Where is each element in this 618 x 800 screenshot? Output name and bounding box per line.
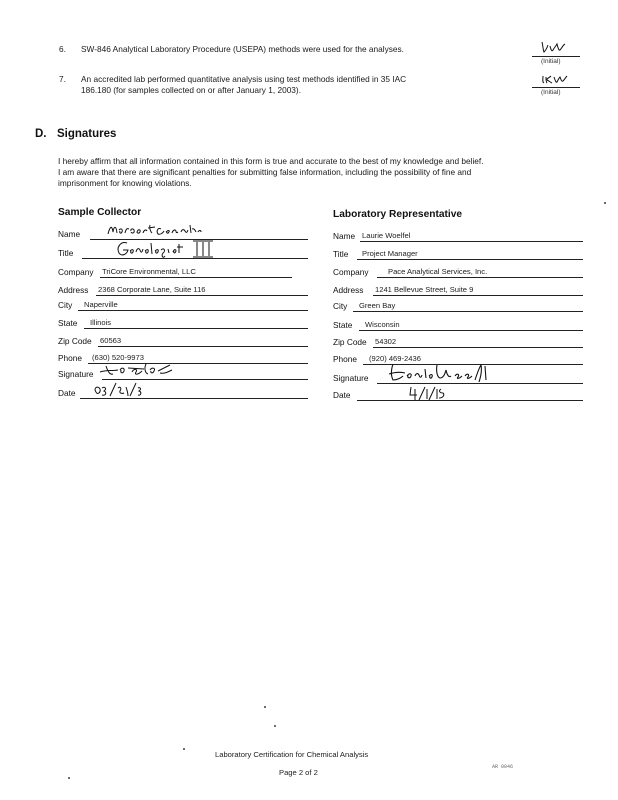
collector-heading: Sample Collector bbox=[58, 207, 142, 218]
lab-title-label: Title bbox=[333, 249, 349, 259]
item-6-number: 6. bbox=[59, 44, 66, 54]
lab-title-value: Project Manager bbox=[362, 249, 418, 258]
affirmation-line-2: I am aware that there are significant penalties for submitting false information, including the possibility of fine and bbox=[58, 167, 472, 177]
collector-zip-label: Zip Code bbox=[58, 336, 92, 346]
lab-phone-value: (920) 469-2436 bbox=[369, 354, 421, 363]
lab-signature-row bbox=[333, 370, 583, 384]
collector-address-value: 2368 Corporate Lane, Suite 116 bbox=[98, 285, 206, 294]
collector-phone-value: (630) 520-9973 bbox=[92, 353, 144, 362]
lab-heading: Laboratory Representative bbox=[333, 209, 463, 220]
lab-company-value: Pace Analytical Services, Inc. bbox=[388, 267, 488, 276]
item-6-initial-line bbox=[532, 56, 580, 57]
collector-state-line bbox=[84, 328, 308, 329]
footer-stamp: AR 0046 bbox=[492, 764, 514, 770]
collector-company-value: TriCore Environmental, LLC bbox=[102, 267, 196, 276]
item-7-initial-line bbox=[532, 87, 580, 88]
lab-state-row bbox=[333, 317, 583, 331]
collector-state-value: Illinois bbox=[90, 318, 112, 327]
collector-city-label: City bbox=[58, 300, 73, 310]
lab-company-label: Company bbox=[333, 267, 369, 277]
lab-name-row bbox=[333, 228, 583, 242]
lab-state-value: Wisconsin bbox=[365, 320, 400, 329]
section-letter: D. bbox=[35, 128, 47, 140]
collector-company-row bbox=[58, 264, 308, 278]
collector-date-row bbox=[58, 385, 308, 399]
lab-company-line bbox=[377, 277, 583, 278]
lab-address-label: Address bbox=[333, 285, 364, 295]
scan-speck bbox=[274, 725, 276, 727]
collector-title-row bbox=[58, 245, 308, 259]
lab-state-label: State bbox=[333, 320, 353, 330]
lab-phone-label: Phone bbox=[333, 354, 357, 364]
lab-date-handwriting-svg bbox=[407, 383, 467, 403]
lab-date-handwriting bbox=[407, 383, 467, 408]
collector-title-label: Title bbox=[58, 248, 74, 258]
lab-signature-label: Signature bbox=[333, 373, 369, 383]
lab-date-line bbox=[357, 400, 583, 401]
collector-state-label: State bbox=[58, 318, 78, 328]
item-7-text-line-1: An accredited lab performed quantitative analysis using test methods identified in 35 IAC bbox=[81, 74, 407, 84]
lab-city-label: City bbox=[333, 301, 348, 311]
collector-zip-row bbox=[58, 333, 308, 347]
scan-speck bbox=[264, 706, 266, 708]
collector-state-row bbox=[58, 315, 308, 329]
lab-zip-line bbox=[373, 347, 583, 348]
lab-address-line bbox=[373, 295, 583, 296]
collector-address-line bbox=[96, 295, 308, 296]
collector-company-label: Company bbox=[58, 267, 94, 277]
item-6-text: SW-846 Analytical Laboratory Procedure (USEPA) methods were used for the analyses. bbox=[81, 44, 404, 54]
item-7-initials-handwriting bbox=[534, 70, 578, 88]
lab-date-row bbox=[333, 387, 583, 401]
affirmation-line-3: imprisonment for knowing violations. bbox=[58, 178, 192, 188]
lab-name-label: Name bbox=[333, 231, 356, 241]
collector-signature-row bbox=[58, 366, 308, 380]
lab-zip-row bbox=[333, 334, 583, 348]
scan-speck bbox=[183, 748, 185, 750]
item-7-initial-label: (Initial) bbox=[541, 89, 561, 96]
lab-zip-label: Zip Code bbox=[333, 337, 367, 347]
collector-city-line bbox=[78, 310, 308, 311]
collector-date-handwriting-svg bbox=[90, 379, 170, 399]
collector-city-row bbox=[58, 297, 308, 311]
lab-company-row bbox=[333, 264, 583, 278]
lab-city-row bbox=[333, 298, 583, 312]
collector-date-handwriting bbox=[90, 379, 170, 404]
collector-signature-handwriting-svg bbox=[98, 358, 208, 380]
collector-title-handwriting bbox=[113, 237, 243, 266]
collector-date-label: Date bbox=[58, 388, 76, 398]
collector-company-line bbox=[100, 277, 292, 278]
lab-zip-value: 54302 bbox=[375, 337, 397, 346]
collector-phone-label: Phone bbox=[58, 353, 82, 363]
lab-date-label: Date bbox=[333, 390, 351, 400]
scan-speck bbox=[604, 202, 606, 204]
collector-name-label: Name bbox=[58, 229, 81, 239]
lab-city-value: Green Bay bbox=[359, 301, 396, 310]
scan-speck bbox=[68, 777, 70, 779]
item-6-initials-handwriting bbox=[534, 38, 578, 56]
collector-title-handwriting-svg bbox=[113, 237, 243, 261]
lab-title-row bbox=[333, 246, 583, 260]
item-6-initial-label: (Initial) bbox=[541, 58, 561, 65]
footer-title: Laboratory Certification for Chemical Analysis bbox=[215, 750, 369, 759]
lab-name-value: Laurie Woelfel bbox=[362, 231, 411, 240]
lab-address-value: 1241 Bellevue Street, Suite 9 bbox=[375, 285, 474, 294]
lab-address-row bbox=[333, 282, 583, 296]
collector-address-row bbox=[58, 282, 308, 296]
item-7-initials-handwriting-svg bbox=[534, 70, 578, 88]
footer-page-number: Page 2 of 2 bbox=[279, 768, 318, 777]
item-7-text-line-2: 186.180 (for samples collected on or after January 1, 2003). bbox=[81, 85, 301, 95]
collector-zip-value: 60563 bbox=[100, 336, 122, 345]
collector-signature-label: Signature bbox=[58, 369, 94, 379]
lab-name-line bbox=[360, 241, 583, 242]
collector-city-value: Naperville bbox=[84, 300, 118, 309]
lab-title-line bbox=[357, 259, 583, 260]
affirmation-line-1: I hereby affirm that all information contained in this form is true and accurate to the best of my knowledge and belief. bbox=[58, 156, 484, 166]
lab-state-line bbox=[359, 330, 583, 331]
lab-city-line bbox=[353, 311, 583, 312]
section-title: Signatures bbox=[57, 128, 117, 140]
item-6-initials-handwriting-svg bbox=[534, 38, 578, 56]
collector-address-label: Address bbox=[58, 285, 89, 295]
item-7-number: 7. bbox=[59, 74, 66, 84]
collector-zip-line bbox=[98, 346, 308, 347]
